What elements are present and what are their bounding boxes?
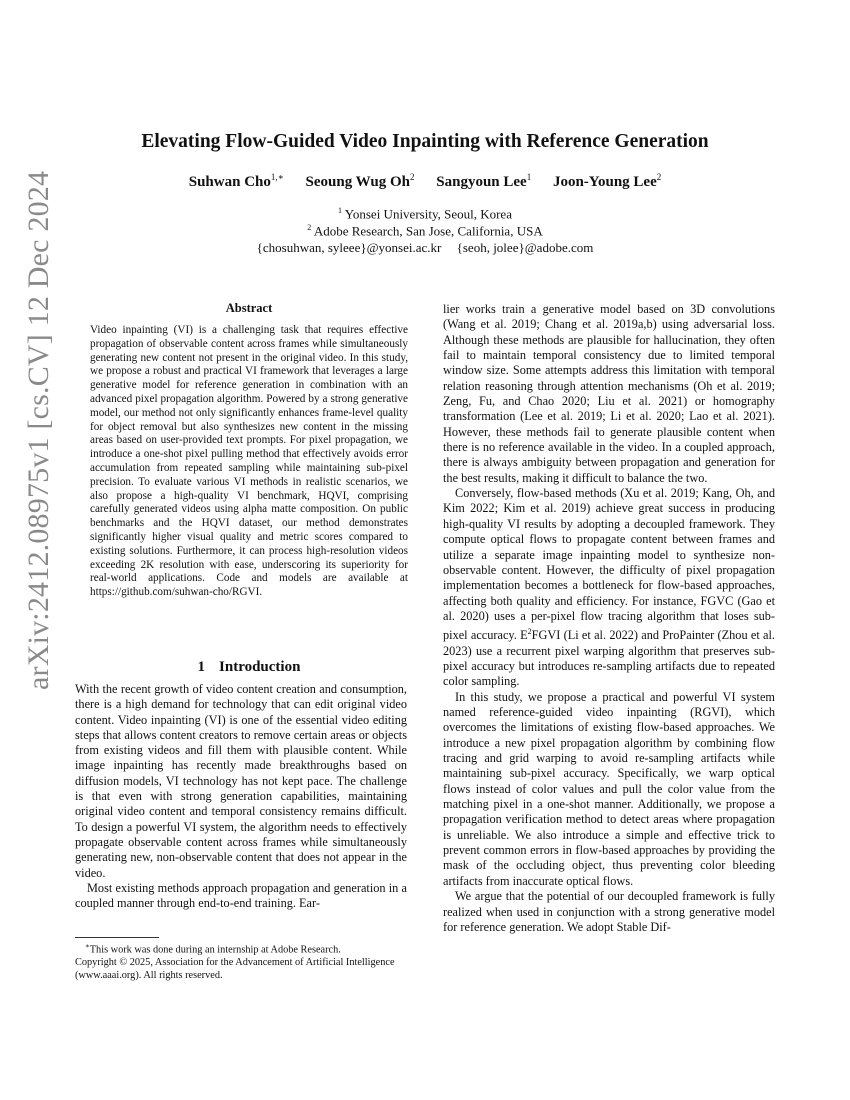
affiliation-adobe: $^2$ Adobe Research, San Jose, California, USA [307,223,543,239]
abstract-heading: Abstract [225,301,273,315]
paragraph: Conversely, flow-based methods (Xu et al. 2019; Kang, Oh, and Kim 2022; Kim et al. 2019) achieve great success in producing high-quality VI results by adopting a decoupled framework. They compute optical flows to propagate content between frames and utilize a separate image inpainting model to synthesize non-observable content. However, the difficulty of pixel propagation implementation becomes a bottleneck for flow-based approaches, affecting both quality and efficiency. For instance, FGVC (Gao et al. 2020) uses a per-pixel flow tracing algorithm that loses sub-pixel accuracy. $E^2FGVI$ (Li et al. 2022) and ProPainter (Zhou et al. 2023) use a recurrent pixel warping algorithm that preserves sub-pixel accuracy but introduces re-sampling artifacts due to repeated color sampling. [443,486,775,689]
email-yonsei: {chosuhwan, syleee}@yonsei.ac.kr [256,240,442,255]
left-column-body [75,682,407,911]
paragraph: In this study, we propose a practical and powerful VI system named reference-guided video inpainting (RGVI), which overcomes the limitations of existing flow-based approaches. We introduce a new pixel propagation algorithm by combining flow tracing and grid warping to avoid re-sampling artifacts while maintaining sub-pixel accuracy. Specifically, we warp optical flows instead of color values and pull the color value from the matching pixel in a one-shot manner. Additionally, we propose a propagation verification method to detect areas where propagation is unreliable. We also introduce a simple and effective trick to prevent common errors in flow-based approaches by providing the mask of the occluding object, thus preventing color bleeding artifacts from inaccurate optical flows. [443,689,775,888]
author-name: Sangyoun Lee$^1$ [436,172,532,190]
author-list [0,172,850,191]
footnote-divider [75,937,159,938]
author-name: Seoung Wug Oh$^2$ [305,172,415,190]
section-heading-introduction: 1 Introduction [197,659,301,675]
affiliation-yonsei: $^1$ Yonsei University, Seoul, Korea [338,206,512,222]
author-name: Joon-Young Lee$^2$ [552,172,662,190]
email-adobe: {seoh, jolee}@adobe.com [456,240,594,255]
paragraph: lier works train a generative model based on 3D convolutions (Wang et al. 2019; Chang et al. 2019a,b) using adversarial loss. Although these methods are plausible for hallucination, they often fail to maintain temporal consistency due to limited temporal window size. Some attempts address this limitation with temporal relation reasoning through attention mechanisms (Oh et al. 2019; Zeng, Fu, and Chao 2020; Liu et al. 2021) or homography transformation (Lee et al. 2019; Li et al. 2020; Lao et al. 2021). However, these methods fail to generate plausible content when there is no reference available in the video. In a coupled approach, there is always ambiguity between propagation and generation for the best results, making it difficult to balance the two. [443,302,775,485]
arxiv-identifier-stamp[interactable]: arXiv:2412.08975v1 [cs.CV] 12 Dec 2024 [22,170,55,690]
author-emails [0,240,850,256]
abstract-text: Video inpainting (VI) is a challenging task that requires effective propagation of observable content across frames while simultaneously generating new content not present in the original video. In this study, we propose a robust and practical VI framework that leverages a large generative model for reference generation in combination with an advanced pixel propagation algorithm. Powered by a strong generative model, our method not only significantly enhances frame-level quality for object removal but also synthesizes new content in the missing areas based on user-provided text prompts. For pixel propagation, we introduce a one-shot pixel pulling method that effectively avoids error accumulation from repeated sampling while maintaining sub-pixel precision. To evaluate various VI methods in realistic scenarios, we also propose a high-quality VI benchmark, HQVI, comprising carefully generated videos using alpha matte composition. On public benchmarks and the HQVI dataset, our method demonstrates significantly higher visual quality and metric scores compared to existing solutions. Furthermore, it can process high-resolution videos exceeding 2K resolution with ease, underscoring its superiority for real-world applications. Code and models are available at https://github.com/suhwan-cho/RGVI. [90,324,408,599]
author-name: Suhwan Cho$^{1,∗}$ [188,172,284,190]
paragraph: Most existing methods approach propagation and generation in a coupled manner through end-to-end training. Ear- [75,880,407,911]
paragraph: We argue that the potential of our decoupled framework is fully realized when used in conjunction with a strong generative model for reference generation. We adopt Stable Dif- [443,889,775,934]
right-column-body [443,302,775,935]
paper-title: Elevating Flow-Guided Video Inpainting with Reference Generation [141,131,709,152]
footnote: ∗This work was done during an internship at Adobe Research. Copyright © 2025, Association for the Advancement of Artificial Intelligence (www.aaai.org). All rights reserved. [75,942,395,981]
paragraph: With the recent growth of video content creation and consumption, there is a high demand for technology that can edit original video content. Video inpainting (VI) is one of the essential video editing steps that allows content creators to remove certain areas or objects from existing videos and fill them with plausible content. While image inpainting has recently made breakthroughs based on diffusion models, VI technology has not kept pace. The challenge is that even with strong generation capabilities, maintaining original video content and temporal consistency remains difficult. To design a powerful VI system, the algorithm needs to effectively propagate observable content across frames while simultaneously generating new, non-observable content that does not appear in the video. [75,682,407,880]
